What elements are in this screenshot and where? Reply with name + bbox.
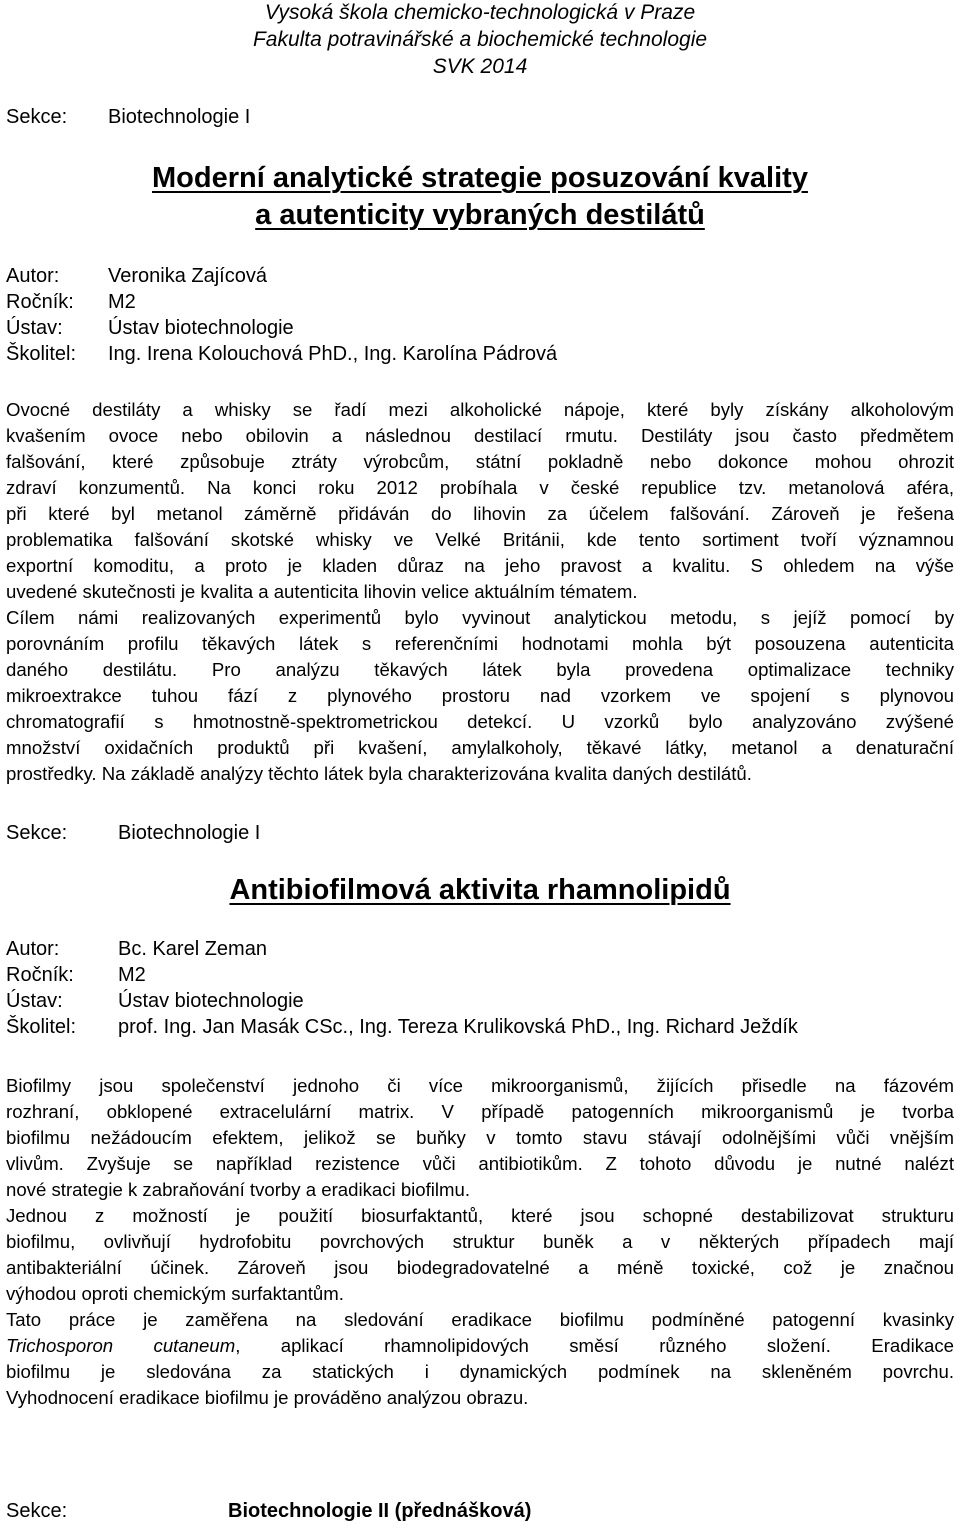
abstract-line: kvašením ovoce nebo obilovin a následnou destilací rmutu. Destiláty jsou často předmětem — [6, 425, 954, 446]
abstract-line: porovnáním profilu těkavých látek s referenčními hodnotami mohla být posouzena autenticita — [6, 633, 954, 654]
abstract-line: Cílem námi realizovaných experimentů bylo vyvinout analytickou metodu, s jejíž pomocí by — [6, 607, 954, 628]
article2-institute-label: Ústav: — [6, 990, 63, 1012]
abstract-line: Ovocné destiláty a whisky se řadí mezi alkoholické nápoje, které byly získány alkoholovým — [6, 399, 954, 420]
article2-abstract — [6, 1073, 954, 1411]
article1-author-label: Autor: — [6, 265, 60, 287]
abstract-line: exportní komoditu, a proto je kladen důraz na jeho pravost a kvalitu. S ohledem na výše — [6, 555, 954, 576]
abstract-line: chromatografií s hmotnostně-spektrometrickou detekcí. U vzorků bylo analyzováno zvýšené — [6, 711, 954, 732]
article1-author-value: Veronika Zajícová — [108, 265, 267, 287]
header-conference: SVK 2014 — [432, 55, 528, 78]
article1-section-label: Sekce: — [6, 106, 68, 128]
article2-supervisor-label: Školitel: — [6, 1016, 77, 1038]
abstract-line: falšování, které způsobuje ztráty výrobcům, státní pokladně nebo dokonce mohou ohrozit — [6, 451, 954, 472]
abstract-line: problematika falšování skotské whisky ve Velké Británii, kde tento sortiment tvoří významnou — [6, 529, 954, 550]
article2-author-label: Autor: — [6, 938, 60, 960]
abstract-line: výhodou oproti chemickým surfaktantům. — [6, 1283, 344, 1304]
abstract-line: množství oxidačních produktů při kvašení, amylalkoholy, těkavé látky, metanol a denaturační — [6, 737, 954, 758]
abstract-line: Vyhodnocení eradikace biofilmu je prováděno analýzou obrazu. — [6, 1387, 529, 1408]
article1-section-value: Biotechnologie I — [108, 106, 251, 128]
article1-institute-label: Ústav: — [6, 317, 63, 339]
article1-title-line1: Moderní analytické strategie posuzování kvality — [152, 162, 808, 194]
article3-section-label: Sekce: — [6, 1500, 68, 1522]
abstract-line: biofilmu, ovlivňují hydrofobitu povrchových struktur buněk a v některých případech mají — [6, 1231, 954, 1252]
abstract-line: biofilmu nežádoucím efektem, jelikož se buňky v tomto stavu stávají odolnějšími vůči vnějším — [6, 1127, 954, 1148]
article1-supervisor-value: Ing. Irena Kolouchová PhD., Ing. Karolína Pádrová — [108, 343, 558, 365]
article1-abstract — [6, 397, 954, 787]
article1-title-line2: a autenticity vybraných destilátů — [255, 199, 705, 231]
article1-supervisor-label: Školitel: — [6, 343, 77, 365]
abstract-line: biofilmu je sledována za statických i dynamických podmínek na skleněném povrchu. — [6, 1361, 954, 1382]
article2-institute-value: Ústav biotechnologie — [118, 990, 304, 1012]
abstract-line: daného destilátu. Pro analýzu těkavých látek byla provedena optimalizace techniky — [6, 659, 954, 680]
article3-section-value: Biotechnologie II (přednášková) — [228, 1500, 532, 1522]
abstract-line: zdraví konzumentů. Na konci roku 2012 probíhala v české republice tzv. metanolová aféra, — [6, 477, 954, 498]
abstract-line: Biofilmy jsou společenství jednoho či více mikroorganismů, žijících přisedle na fázovém — [6, 1075, 954, 1096]
article2-year-label: Ročník: — [6, 964, 74, 986]
abstract-line: nové strategie k zabraňování tvorby a eradikaci biofilmu. — [6, 1179, 471, 1200]
abstract-line: mikroextrakce tuhou fází z plynového prostoru nad vzorkem ve spojení s plynovou — [6, 685, 954, 706]
article2-section-label: Sekce: — [6, 822, 68, 844]
abstract-line: Tato práce je zaměřena na sledování eradikace biofilmu podmíněné patogenní kvasinky — [6, 1309, 954, 1330]
article2-supervisor-value: prof. Ing. Jan Masák CSc., Ing. Tereza Krulikovská PhD., Ing. Richard Ježdík — [118, 1016, 798, 1038]
article1-year-label: Ročník: — [6, 291, 74, 313]
abstract-line: antibakteriální účinek. Zároveň jsou biodegradovatelné a méně toxické, což je značnou — [6, 1257, 954, 1278]
article1-year-value: M2 — [108, 291, 136, 313]
abstract-line: Jednou z možností je použití biosurfaktantů, které jsou schopné destabilizovat strukturu — [6, 1205, 954, 1226]
abstract-line: při které byl metanol záměrně přidáván do lihovin za účelem falšování. Zároveň je řešena — [6, 503, 954, 524]
article2-year-value: M2 — [118, 964, 146, 986]
abstract-line: prostředky. Na základě analýzy těchto látek byla charakterizována kvalita daných destilátů. — [6, 763, 752, 784]
abstract-line: rozhraní, obklopené extracelulární matrix. V případě patogenních mikroorganismů je tvorba — [6, 1101, 954, 1122]
abstract-line: uvedené skutečnosti je kvalita a autenticita lihovin velice aktuálním tématem. — [6, 581, 638, 602]
article2-author-value: Bc. Karel Zeman — [118, 938, 267, 960]
abstract-line-with-species — [6, 1333, 954, 1359]
header-faculty: Fakulta potravinářské a biochemické technologie — [252, 28, 708, 51]
header-university: Vysoká škola chemicko-technologická v Praze — [264, 1, 696, 24]
article2-title: Antibiofilmová aktivita rhamnolipidů — [229, 874, 731, 906]
species-name: Trichosporon cutaneum — [6, 1335, 236, 1356]
article1-institute-value: Ústav biotechnologie — [108, 317, 294, 339]
abstract-line: vlivům. Zvyšuje se například rezistence vůči antibiotikům. Z tohoto důvodu je nutné nalézt — [6, 1153, 954, 1174]
abstract-line-rest: , aplikací rhamnolipidových směsí různého složení. Eradikace — [235, 1335, 954, 1356]
article2-section-value: Biotechnologie I — [118, 822, 261, 844]
